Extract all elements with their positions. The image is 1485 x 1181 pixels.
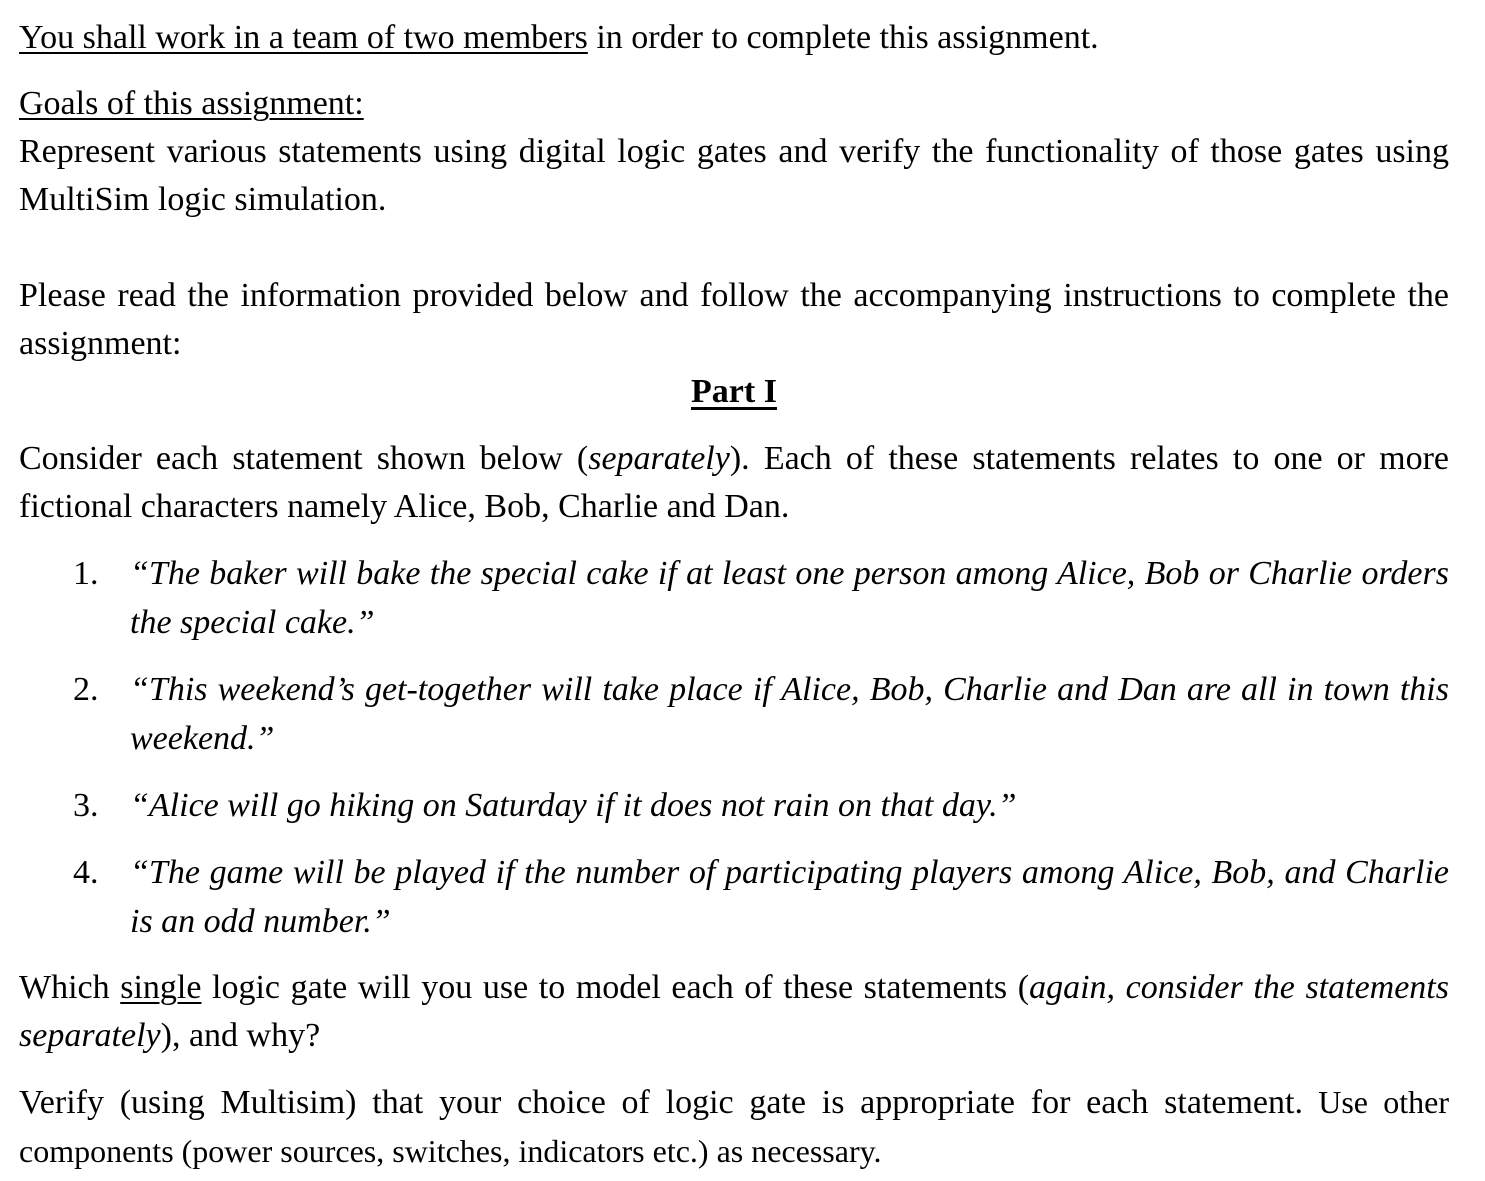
team-requirement-rest: in order to complete this assignment. <box>587 19 1099 56</box>
verify-text-main: Verify (using Multisim) that your choice of logic gate is appropriate for each statement. <box>19 1084 1303 1121</box>
goals-heading-text: Goals of this assignment: <box>19 85 364 122</box>
goals-body: Represent various statements using digital logic gates and verify the functionality of those gates using MultiSim logic simulation. <box>19 133 1449 218</box>
list-item-number: 3. <box>73 787 99 824</box>
consider-text-italic: separately <box>588 440 730 477</box>
list-item-text: “This weekend’s get-together will take place if Alice, Bob, Charlie and Dan are all in town this weekend.” <box>130 671 1449 757</box>
verify-text-rest: Use other components (power sources, switches, indicators etc.) as necessary. <box>19 1084 1449 1169</box>
question-text-after: ), and why? <box>160 1017 321 1054</box>
list-item-number: 4. <box>73 854 99 891</box>
list-item <box>19 848 1449 946</box>
verify-paragraph <box>19 1078 1449 1176</box>
part-title <box>19 368 1449 416</box>
team-requirement-underlined: You shall work in a team of two members <box>19 19 588 56</box>
question-text-middle: logic gate will you use to model each of these statements ( <box>201 969 1030 1006</box>
list-item-text: “The baker will bake the special cake if at least one person among Alice, Bob or Charlie orders the special cake.” <box>130 555 1449 641</box>
list-item <box>19 781 1449 830</box>
question-text-italic: again, consider the statements separately <box>19 969 1449 1054</box>
goals-heading <box>19 80 1449 128</box>
part-title-text: Part I <box>691 373 777 410</box>
question-text-underlined: single <box>120 969 202 1006</box>
instructions-paragraph: Please read the information provided below and follow the accompanying instructions to complete the assignment: <box>19 277 1449 362</box>
list-item <box>19 549 1449 647</box>
question-paragraph <box>19 964 1449 1060</box>
consider-text-after: ). Each of these statements relates to one or more fictional characters namely Alice, Bob, Charlie and Dan. <box>19 440 1449 525</box>
list-item-text: “The game will be played if the number of participating players among Alice, Bob, and Charlie is an odd number.” <box>130 854 1449 940</box>
consider-paragraph <box>19 435 1449 531</box>
consider-text-before: Consider each statement shown below ( <box>19 440 589 477</box>
statements-list <box>19 549 1449 946</box>
list-item-number: 2. <box>73 671 99 708</box>
list-item-text: “Alice will go hiking on Saturday if it does not rain on that day.” <box>130 787 1017 824</box>
question-text-before: Which <box>19 969 121 1006</box>
list-item <box>19 665 1449 763</box>
list-item-number: 1. <box>73 555 99 592</box>
team-instruction <box>19 14 1449 62</box>
